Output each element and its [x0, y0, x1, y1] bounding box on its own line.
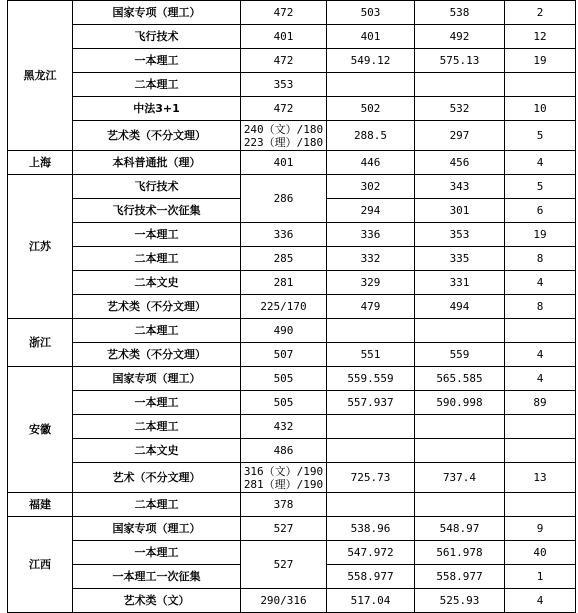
major-cell: 二本理工	[73, 247, 241, 271]
min-score-cell: 547.972	[327, 541, 415, 565]
province-cell: 福建	[8, 493, 73, 517]
max-score-cell: 353	[415, 223, 505, 247]
count-cell	[505, 73, 576, 97]
max-score-cell	[415, 73, 505, 97]
major-cell: 一本理工	[73, 223, 241, 247]
count-cell: 8	[505, 247, 576, 271]
control-line-cell: 290/316	[241, 589, 327, 613]
control-line-cell: 507	[241, 343, 327, 367]
count-cell: 4	[505, 589, 576, 613]
major-cell: 二本理工	[73, 319, 241, 343]
count-cell: 40	[505, 541, 576, 565]
max-score-cell: 331	[415, 271, 505, 295]
control-line-science: 281（理）/190	[243, 477, 324, 491]
table-row	[8, 589, 576, 613]
min-score-cell: 288.5	[327, 121, 415, 151]
major-cell: 二本理工	[73, 493, 241, 517]
major-cell: 飞行技术	[73, 25, 241, 49]
count-cell: 4	[505, 367, 576, 391]
max-score-cell: 456	[415, 151, 505, 175]
major-cell: 国家专项（理工）	[73, 517, 241, 541]
max-score-cell: 532	[415, 97, 505, 121]
major-cell: 中法3+1	[73, 97, 241, 121]
min-score-cell: 725.73	[327, 463, 415, 493]
province-cell: 黑龙江	[8, 1, 73, 151]
table-row	[8, 463, 576, 493]
max-score-cell: 561.978	[415, 541, 505, 565]
major-cell: 一本理工	[73, 541, 241, 565]
count-cell: 19	[505, 223, 576, 247]
province-cell: 浙江	[8, 319, 73, 367]
max-score-cell: 335	[415, 247, 505, 271]
table-row	[8, 1, 576, 25]
table-row	[8, 247, 576, 271]
control-line-cell: 401	[241, 151, 327, 175]
max-score-cell: 590.998	[415, 391, 505, 415]
major-cell: 艺术类（不分文理）	[73, 343, 241, 367]
count-cell: 9	[505, 517, 576, 541]
control-line-cell: 378	[241, 493, 327, 517]
control-line-cell: 472	[241, 49, 327, 73]
count-cell: 19	[505, 49, 576, 73]
major-cell: 本科普通批（理）	[73, 151, 241, 175]
min-score-cell	[327, 415, 415, 439]
control-line-cell: 472	[241, 97, 327, 121]
major-cell: 艺术（不分文理）	[73, 463, 241, 493]
max-score-cell: 297	[415, 121, 505, 151]
count-cell: 1	[505, 565, 576, 589]
max-score-cell: 538	[415, 1, 505, 25]
control-line-cell: 353	[241, 73, 327, 97]
count-cell: 5	[505, 175, 576, 199]
control-line-cell: 527	[241, 541, 327, 589]
count-cell	[505, 319, 576, 343]
major-cell: 一本理工	[73, 49, 241, 73]
control-line-cell: 505	[241, 367, 327, 391]
count-cell	[505, 439, 576, 463]
count-cell: 89	[505, 391, 576, 415]
control-line-cell: 281	[241, 271, 327, 295]
max-score-cell: 559	[415, 343, 505, 367]
control-line-cell	[241, 463, 327, 493]
count-cell	[505, 493, 576, 517]
table-row	[8, 439, 576, 463]
min-score-cell: 336	[327, 223, 415, 247]
count-cell: 4	[505, 271, 576, 295]
control-line-cell: 401	[241, 25, 327, 49]
min-score-cell: 446	[327, 151, 415, 175]
control-line-science: 223（理）/180	[243, 135, 324, 149]
table-row	[8, 121, 576, 151]
control-line-cell: 286	[241, 175, 327, 223]
major-cell: 二本理工	[73, 73, 241, 97]
max-score-cell: 343	[415, 175, 505, 199]
control-line-cell: 527	[241, 517, 327, 541]
major-cell: 二本理工	[73, 415, 241, 439]
min-score-cell	[327, 73, 415, 97]
max-score-cell	[415, 439, 505, 463]
count-cell: 4	[505, 343, 576, 367]
table-row	[8, 367, 576, 391]
control-line-cell: 490	[241, 319, 327, 343]
table-row	[8, 343, 576, 367]
table-row	[8, 223, 576, 247]
max-score-cell: 737.4	[415, 463, 505, 493]
count-cell: 12	[505, 25, 576, 49]
min-score-cell: 549.12	[327, 49, 415, 73]
min-score-cell: 329	[327, 271, 415, 295]
province-cell: 安徽	[8, 367, 73, 493]
table-row	[8, 391, 576, 415]
control-line-arts: 316（文）/190	[243, 464, 324, 478]
min-score-cell: 502	[327, 97, 415, 121]
max-score-cell: 575.13	[415, 49, 505, 73]
province-cell: 江西	[8, 517, 73, 613]
max-score-cell: 301	[415, 199, 505, 223]
admission-score-table	[7, 0, 576, 613]
table-row	[8, 319, 576, 343]
control-line-cell: 225/170	[241, 295, 327, 319]
major-cell: 艺术类（不分文理）	[73, 121, 241, 151]
min-score-cell	[327, 439, 415, 463]
control-line-cell: 486	[241, 439, 327, 463]
table-row	[8, 49, 576, 73]
table-row	[8, 517, 576, 541]
min-score-cell	[327, 493, 415, 517]
major-cell: 国家专项（理工）	[73, 367, 241, 391]
table-row	[8, 175, 576, 199]
table-row	[8, 493, 576, 517]
min-score-cell: 332	[327, 247, 415, 271]
control-line-cell: 472	[241, 1, 327, 25]
table-row	[8, 295, 576, 319]
max-score-cell: 548.97	[415, 517, 505, 541]
table-row	[8, 541, 576, 565]
count-cell: 6	[505, 199, 576, 223]
control-line-arts: 240（文）/180	[243, 122, 324, 136]
major-cell: 二本文史	[73, 439, 241, 463]
table-row	[8, 73, 576, 97]
min-score-cell: 559.559	[327, 367, 415, 391]
control-line-cell: 285	[241, 247, 327, 271]
major-cell: 国家专项（理工）	[73, 1, 241, 25]
min-score-cell: 302	[327, 175, 415, 199]
table-row	[8, 97, 576, 121]
max-score-cell: 494	[415, 295, 505, 319]
min-score-cell: 401	[327, 25, 415, 49]
province-cell: 江苏	[8, 175, 73, 319]
max-score-cell: 492	[415, 25, 505, 49]
min-score-cell	[327, 319, 415, 343]
major-cell: 飞行技术	[73, 175, 241, 199]
major-cell: 一本理工	[73, 391, 241, 415]
table-row	[8, 415, 576, 439]
min-score-cell: 551	[327, 343, 415, 367]
control-line-cell	[241, 121, 327, 151]
min-score-cell: 294	[327, 199, 415, 223]
major-cell: 艺术类（文）	[73, 589, 241, 613]
count-cell: 4	[505, 151, 576, 175]
count-cell: 10	[505, 97, 576, 121]
table-row	[8, 151, 576, 175]
count-cell	[505, 415, 576, 439]
min-score-cell: 557.937	[327, 391, 415, 415]
min-score-cell: 503	[327, 1, 415, 25]
max-score-cell: 565.585	[415, 367, 505, 391]
max-score-cell: 525.93	[415, 589, 505, 613]
major-cell: 一本理工一次征集	[73, 565, 241, 589]
province-cell: 上海	[8, 151, 73, 175]
table-row	[8, 271, 576, 295]
max-score-cell	[415, 493, 505, 517]
min-score-cell: 538.96	[327, 517, 415, 541]
control-line-cell: 336	[241, 223, 327, 247]
count-cell: 5	[505, 121, 576, 151]
min-score-cell: 558.977	[327, 565, 415, 589]
major-cell: 艺术类（不分文理）	[73, 295, 241, 319]
max-score-cell	[415, 319, 505, 343]
count-cell: 13	[505, 463, 576, 493]
max-score-cell: 558.977	[415, 565, 505, 589]
max-score-cell	[415, 415, 505, 439]
major-cell: 飞行技术一次征集	[73, 199, 241, 223]
control-line-cell: 505	[241, 391, 327, 415]
count-cell: 2	[505, 1, 576, 25]
major-cell: 二本文史	[73, 271, 241, 295]
min-score-cell: 479	[327, 295, 415, 319]
table-row	[8, 25, 576, 49]
min-score-cell: 517.04	[327, 589, 415, 613]
control-line-cell: 432	[241, 415, 327, 439]
count-cell: 8	[505, 295, 576, 319]
